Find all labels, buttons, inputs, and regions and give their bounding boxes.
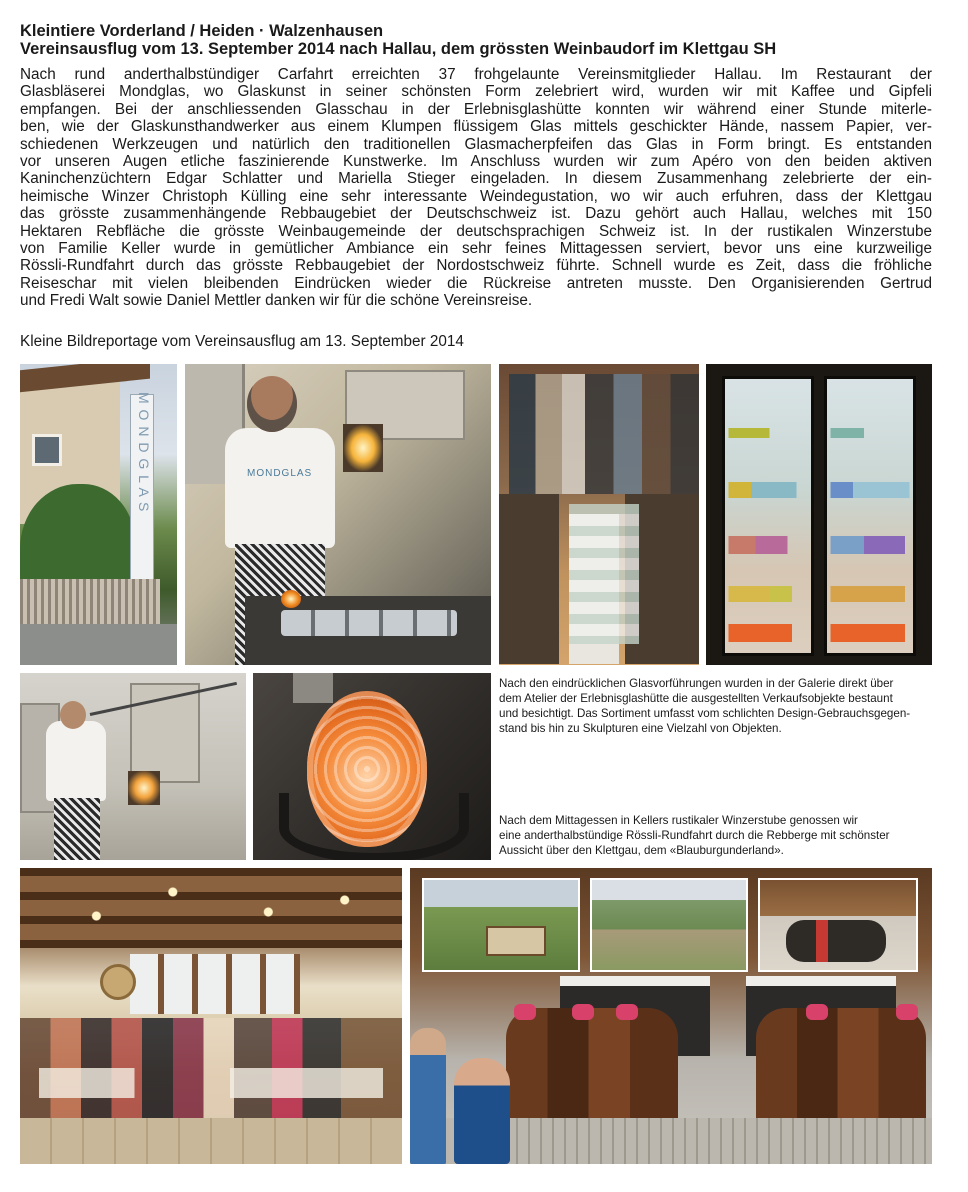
article-line: Kaninchenzüchtern Edgar Schlatter und Mariella Stieger eingeladen. In diesem Zusammenhang zelebrierte der ein- <box>20 170 932 188</box>
article-line: Nach rund anderthalbstündiger Carfahrt erreichten 37 frohgelaunte Vereinsmitglieder Hallau. Im Restaurant der <box>20 66 932 83</box>
caption-line: dem Atelier der Erlebnisglashütte die ausgestellten Verkaufsobjekte bestaunt <box>499 692 893 705</box>
photo-winzerstube-lunch <box>20 868 402 1164</box>
article-line: Reiseschar mit vielen bleibenden Eindrücken wieder die Rückreise antreten musste. Den Organisierenden Gertrud <box>20 274 932 292</box>
article-line: Hektaren Rebfläche die grösste Weinbaugemeinde der deutschsprachigen Schweiz ist. In der rustikalen Winzerstube <box>20 222 932 240</box>
photo-glassblower-pipe <box>20 673 246 860</box>
article-line: Glasbläserei Mondglas, wo Glaskunst in seiner schönsten Form zelebriert wird, wurden wir mit Kaffee und Gipfeli <box>20 83 932 101</box>
caption-line: Nach dem Mittagessen in Kellers rustikaler Winzerstube genossen wir <box>499 814 858 827</box>
photo-horse-carriage-collage <box>410 868 932 1164</box>
caption-line: eine anderthalbstündige Rössli-Rundfahrt durch die Rebberge mit schönster <box>499 829 890 842</box>
caption-gallery <box>499 676 933 736</box>
article-line: von Familie Keller wurde in gemütlicher Ambiance ein sehr feines Mittagessen serviert, bevor uns eine kurzweilige <box>20 240 932 258</box>
article-line: heimische Winzer Christoph Külling eine sehr interessante Weindegustation, wo wir auch erfuhren, dass der Klettgau <box>20 187 932 205</box>
photo-gallery-visitors <box>499 364 699 665</box>
caption-line: Nach den eindrücklichen Glasvorführungen wurden in der Galerie direkt über <box>499 677 894 690</box>
article-line: schiedenen Werkzeugen und natürlich den traditionellen Glasmacherpfeifen das Glas in Form bringt. Es entstanden <box>20 135 932 153</box>
photo-inset-vineyard-carriage <box>422 878 580 972</box>
photo-inset-wine-barrel-wagon <box>758 878 918 972</box>
caption-line: stand bis hin zu Skulpturen eine Vielzahl von Objekten. <box>499 722 782 735</box>
caption-carriage-ride <box>499 813 933 858</box>
article-line: das grösste zusammenhängende Rebbaugebiet der Deutschschweiz ist. Dazu gehört auch Hallau, welches mit 150 <box>20 205 932 223</box>
header-trip-title: Vereinsausflug vom 13. September 2014 nach Hallau, dem grössten Weinbaudorf im Klettgau SH <box>20 40 777 58</box>
photo-glassblower-workbench <box>185 364 491 665</box>
header-club-name: Kleintiere Vorderland / Heiden · Walzenhausen <box>20 22 384 40</box>
mondglas-sign <box>130 394 154 584</box>
article-line: empfangen. Bei der anschliessenden Glasschau in der Erlebnisglashütte konnten wir während einer Stunde miterle- <box>20 100 932 118</box>
article-line: vor unseren Augen etliche faszinierende Kunstwerke. Im Anschluss wurden wir zum Apéro von den beiden aktiven <box>20 153 932 171</box>
article-line: ben, wie der Glaskunsthandwerker aus einem Klumpen flüssigem Glas mittels geschickter Hände, nassem Papier, ver- <box>20 118 932 136</box>
caption-line: und besichtigt. Das Sortiment umfasst vom schlichten Design-Gebrauchsgegen- <box>499 707 911 720</box>
photo-inset-klettgau-view <box>590 878 748 972</box>
photo-glass-cabinet <box>706 364 932 665</box>
caption-line: Aussicht über den Klettgau, dem «Blauburgunderland». <box>499 844 784 857</box>
article-body <box>20 66 932 310</box>
article-line: und Fredi Walt sowie Daniel Mettler danken wir für die schöne Vereinsreise. <box>20 292 533 310</box>
photo-mondglas-building <box>20 364 177 665</box>
article-line: Rössli-Rundfahrt durch das grösste Rebbaugebiet der Nordostschweiz führte. Schnell wurde es Zeit, dass die fröhliche <box>20 257 932 275</box>
photo-report-heading: Kleine Bildreportage vom Vereinsausflug am 13. September 2014 <box>20 333 464 350</box>
photo-orange-glass-orb <box>253 673 491 860</box>
